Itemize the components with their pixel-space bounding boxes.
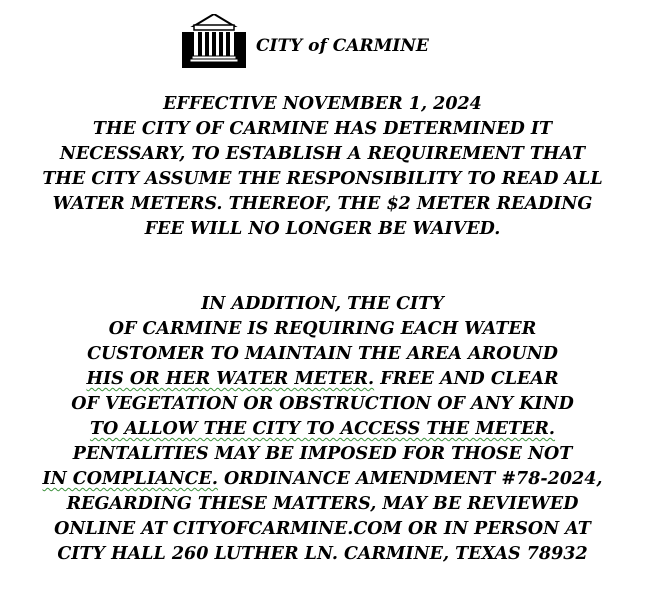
city-hall-building-icon [182, 14, 246, 68]
notice-line: FEE WILL NO LONGER BE WAIVED. [144, 219, 501, 239]
notice-line [0, 417, 645, 442]
notice-line-text: FREE AND CLEAR [374, 369, 559, 389]
notice-paragraph-maintenance [0, 292, 645, 567]
spellcheck-flagged-text: HIS OR HER WATER METER. [86, 369, 375, 389]
notice-line: THE CITY ASSUME THE RESPONSIBILITY TO READ ALL [42, 169, 603, 189]
city-name: CITY of CARMINE [256, 36, 429, 56]
header [0, 14, 645, 70]
notice-line: NECESSARY, TO ESTABLISH A REQUIREMENT THAT [59, 144, 586, 164]
notice-paragraph-effective-date [0, 92, 645, 242]
notice-line: PENTALITIES MAY BE IMPOSED FOR THOSE NOT [72, 444, 573, 464]
notice-line: ONLINE AT CITYOFCARMINE.COM OR IN PERSON AT [54, 519, 591, 539]
notice-line [0, 467, 645, 492]
notice-line: CUSTOMER TO MAINTAIN THE AREA AROUND [87, 344, 558, 364]
spellcheck-flagged-text: TO ALLOW THE CITY TO ACCESS THE METER. [89, 419, 556, 439]
notice-line: CITY HALL 260 LUTHER LN. CARMINE, TEXAS 78932 [57, 544, 588, 564]
notice-line: REGARDING THESE MATTERS, MAY BE REVIEWED [66, 494, 579, 514]
spellcheck-flagged-text: IN COMPLIANCE. [42, 469, 218, 489]
notice-line: THE CITY OF CARMINE HAS DETERMINED IT [92, 119, 553, 139]
notice-line: OF VEGETATION OR OBSTRUCTION OF ANY KIND [71, 394, 574, 414]
notice-line: EFFECTIVE NOVEMBER 1, 2024 [163, 94, 482, 114]
notice-line: IN ADDITION, THE CITY [201, 294, 444, 314]
notice-line: OF CARMINE IS REQUIRING EACH WATER [108, 319, 537, 339]
notice-line-text: ORDINANCE AMENDMENT #78-2024, [217, 469, 603, 489]
notice-line: WATER METERS. THEREOF, THE $2 METER READING [52, 194, 593, 214]
notice-line [0, 367, 645, 392]
